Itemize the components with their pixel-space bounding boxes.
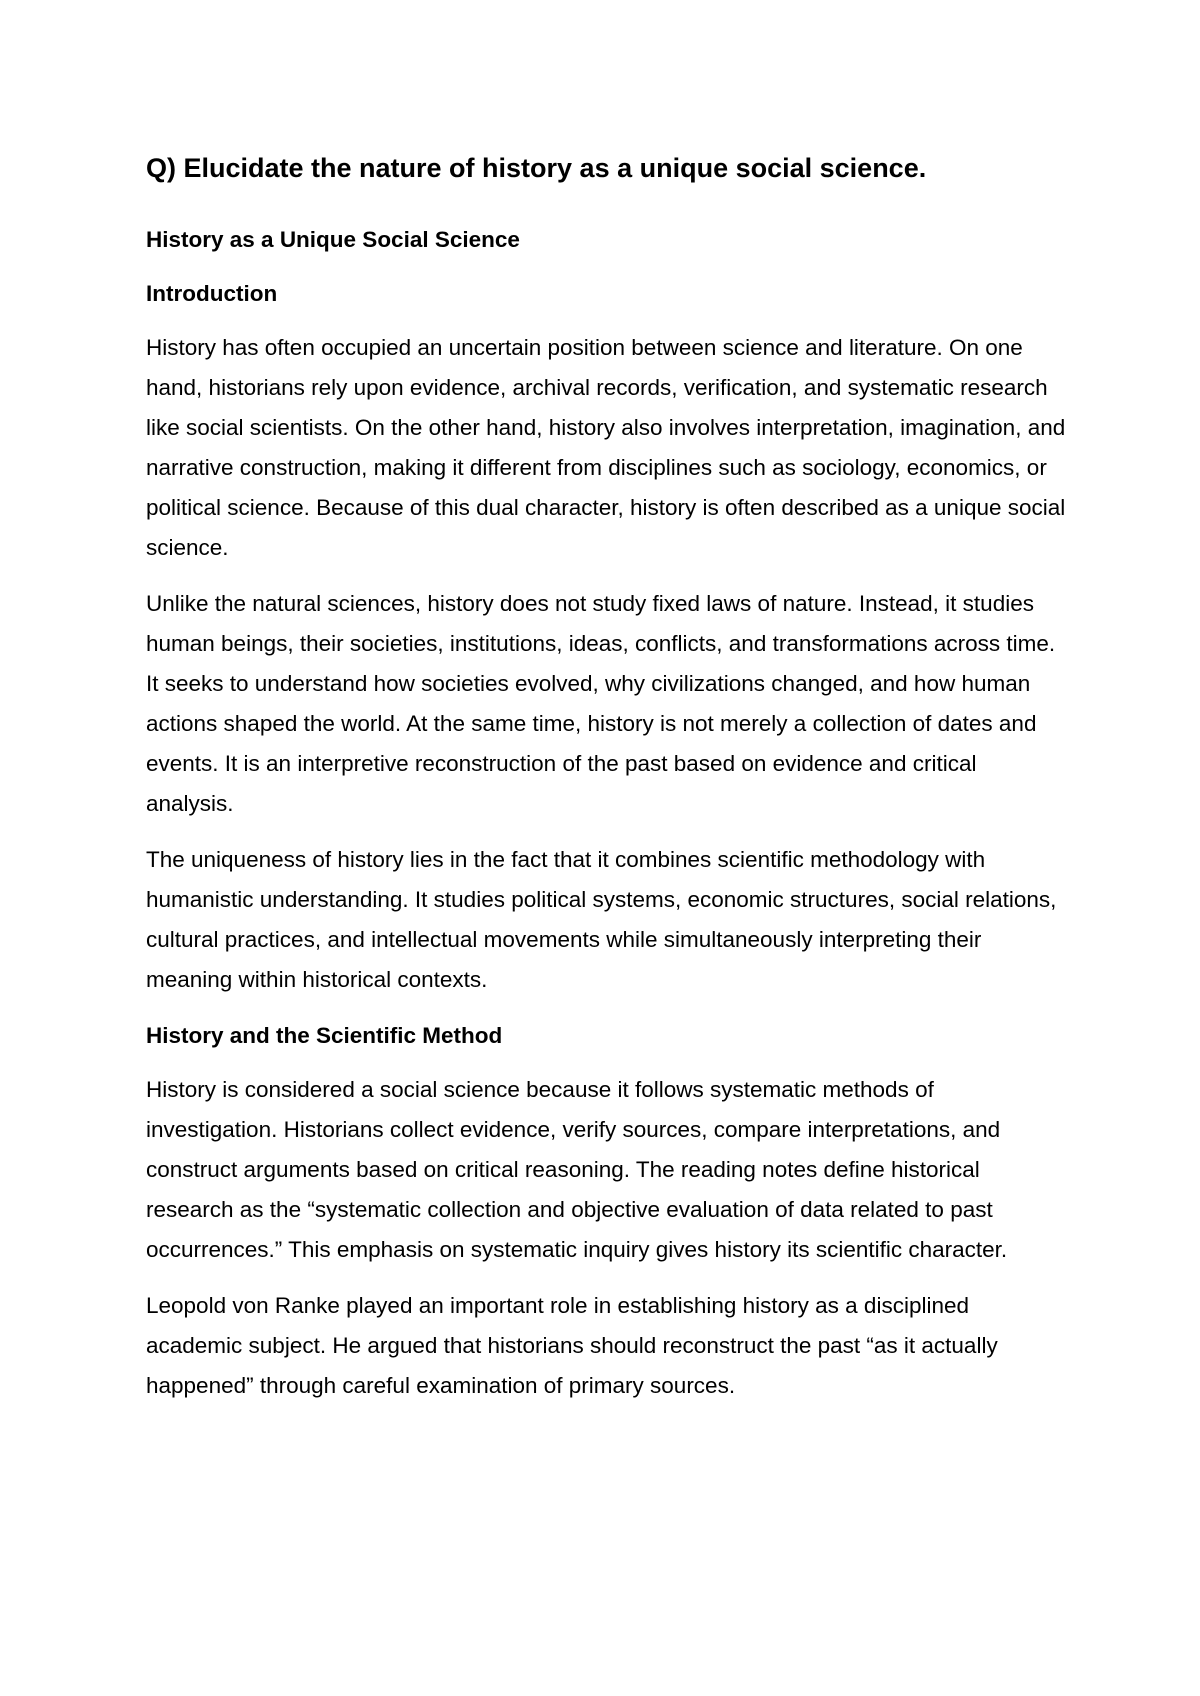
document-subtitle: History as a Unique Social Science xyxy=(146,227,520,252)
paragraph: History is considered a social science because it follows systematic methods of investigation. Historians collect evidence, verify sources, compare interpretations, and construct arguments based on critical reasoning. The reading notes define historical research as the “systematic collection and objective evaluation of data related to past occurrences.” This emphasis on systematic inquiry gives history its scientific character. xyxy=(146,1077,1008,1262)
paragraph: History has often occupied an uncertain position between science and literature. On one hand, historians rely upon evidence, archival records, verification, and systematic research like social scientists. On the other hand, history also involves interpretation, imagination, and narrative construction, making it different from disciplines such as sociology, economics, or political science. Because of this dual character, history is often described as a unique social science. xyxy=(146,335,1066,560)
paragraph: The uniqueness of history lies in the fact that it combines scientific methodology with humanistic understanding. It studies political systems, economic structures, social relations, cultural practices, and intellectual movements while simultaneously interpreting their meaning within historical contexts. xyxy=(146,847,1057,992)
section-heading-scientific-method: History and the Scientific Method xyxy=(146,1023,503,1048)
section-heading-introduction: Introduction xyxy=(146,281,278,306)
question-title: Q) Elucidate the nature of history as a unique social science. xyxy=(146,153,927,183)
paragraph: Unlike the natural sciences, history does not study fixed laws of nature. Instead, it studies human beings, their societies, institutions, ideas, conflicts, and transformations across time. It seeks to understand how societies evolved, why civilizations changed, and how human actions shaped the world. At the same time, history is not merely a collection of dates and events. It is an interpretive reconstruction of the past based on evidence and critical analysis. xyxy=(146,591,1056,816)
document-body xyxy=(146,148,1066,1422)
paragraph: Leopold von Ranke played an important role in establishing history as a disciplined academic subject. He argued that historians should reconstruct the past “as it actually happened” through careful examination of primary sources. xyxy=(146,1293,998,1398)
